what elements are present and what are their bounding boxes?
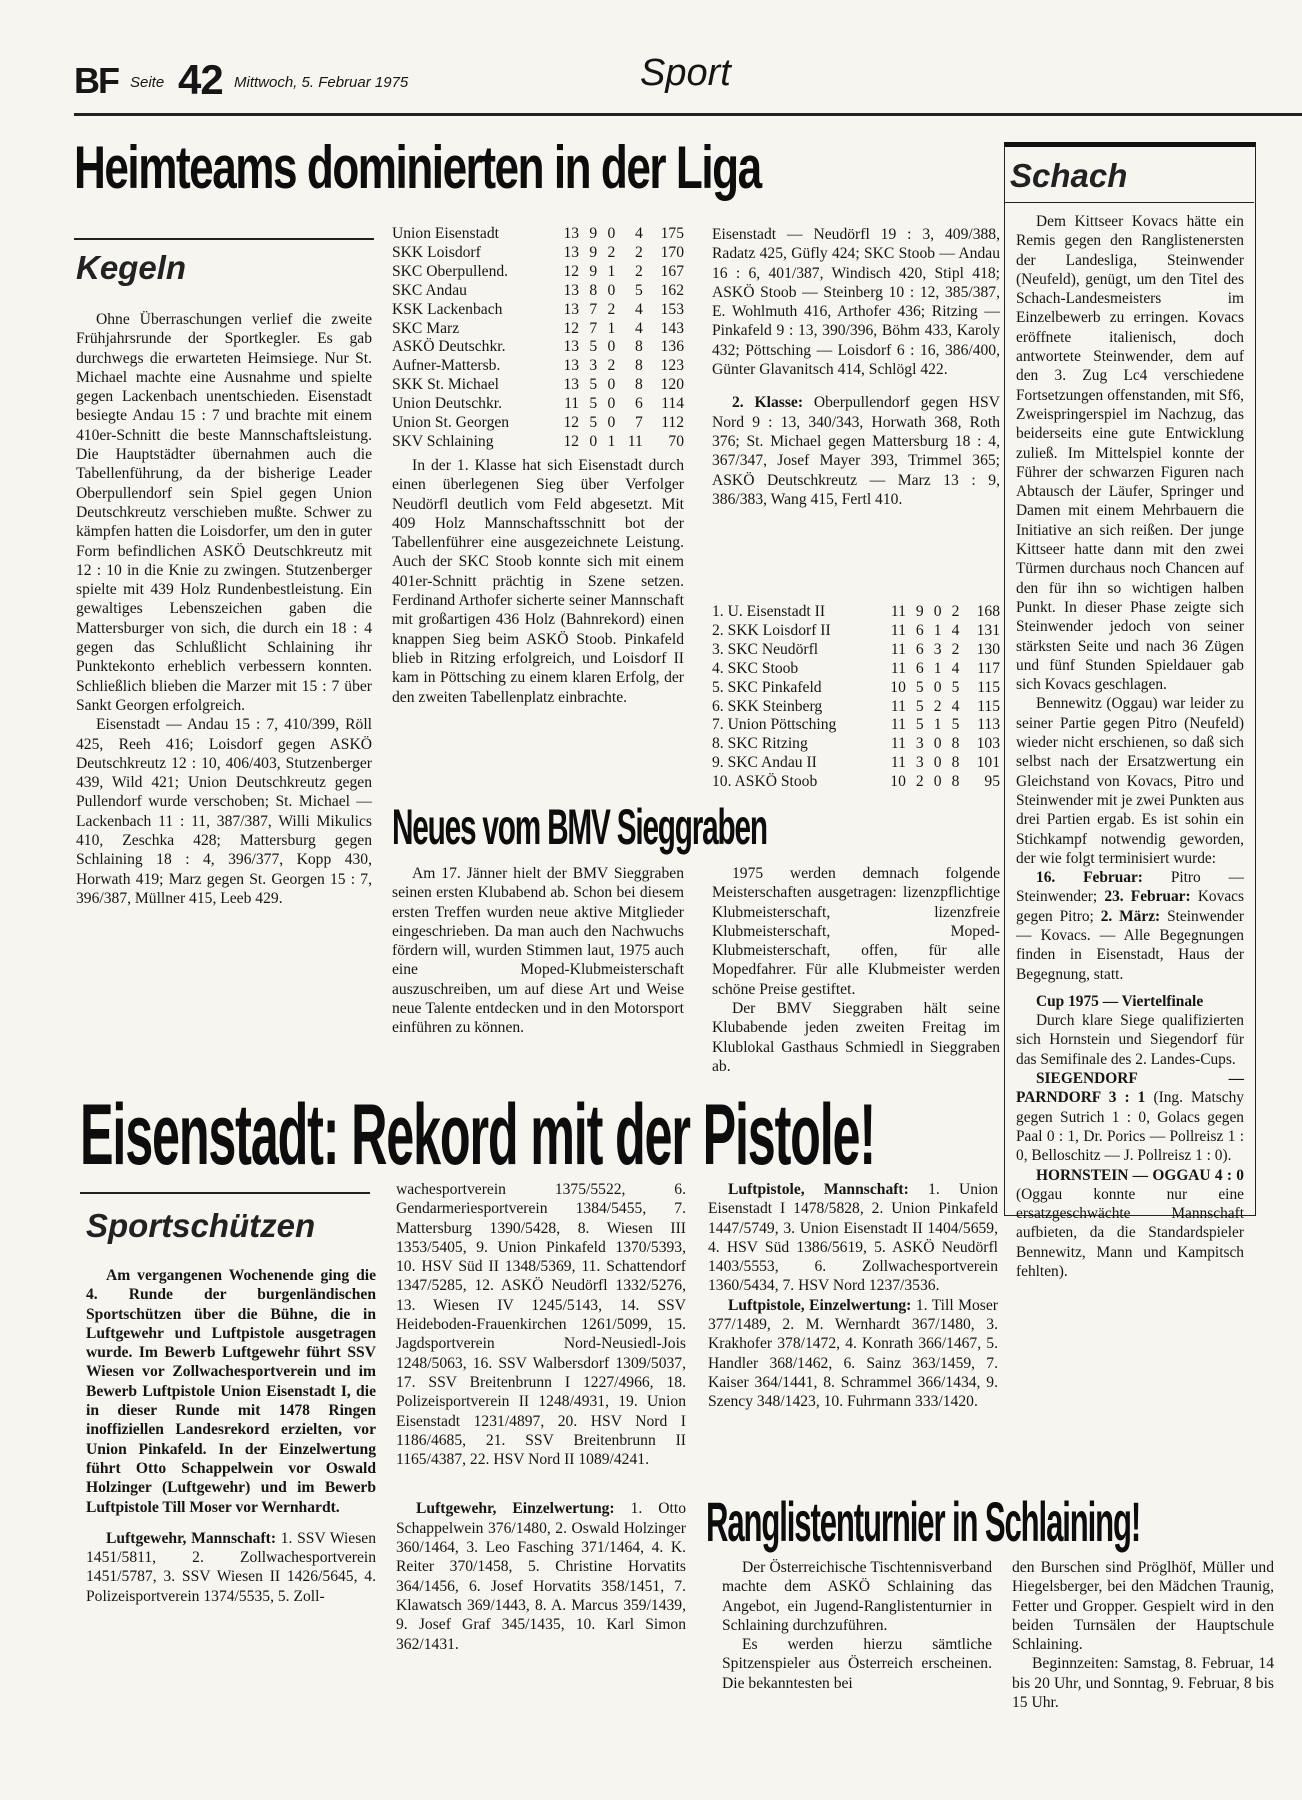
team-name: 4. SKC Stoob (712, 659, 799, 677)
stat: 0 (933, 678, 942, 696)
kegeln-heading: Kegeln (76, 249, 187, 286)
points: 162 (660, 281, 684, 299)
bmv-text-1: Am 17. Jänner hielt der BMV Sieggraben seinen ersten Klubabend ab. Schon bei diesem ersten Treffen wurden neue aktive Mitglieder eingeschrieben. Da man auch den Nachwuchs fördern will, wurden Stimmen laut, 1975 auch eine Moped-Klubmeisterschaft auszuschreiben, um auf diese Art und Weise neue Talente entdecken und in den Motorsport einführen zu können. (392, 865, 684, 1037)
team-name: 10. ASKÖ Stoob (712, 773, 818, 791)
stat: 11 (564, 395, 580, 413)
tt-text-2b: Beginnzeiten: Samstag, 8. Februar, 14 bis 20 Uhr, und Sonntag, 9. Februar, 8 bis 15 Uhr. (1012, 1655, 1274, 1712)
standings-1-row (392, 244, 684, 263)
team-name: SKK St. Michael (392, 376, 499, 394)
stat: 12 (563, 414, 580, 432)
standings-2-row (712, 716, 1000, 735)
stat: 0 (607, 281, 616, 299)
stat: 1 (933, 659, 942, 677)
team-name: KSK Lackenbach (392, 300, 503, 318)
bmv-text-2a: 1975 werden demnach folgende Meisterschaften ausgetragen: lizenzpflichtige Klubmeisterschaft, lizenzfreie Klubmeisterschaft, Moped-Klubmeisterschaft, offen, für alle Mopedfahrer. Für alle Klubmeister werden schöne Preise gestiftet. (712, 865, 1000, 998)
date-text-1: Pitro — Steinwender; (1016, 869, 1244, 906)
stat: 5 (634, 281, 643, 299)
match-2-label: HORNSTEIN — OGGAU 4 : 0 (1036, 1166, 1244, 1184)
standings-1-row (392, 225, 684, 244)
lp-single-label: Luftpistole, Einzelwertung: (728, 1296, 912, 1314)
team-name: 7. Union Pöttsching (712, 716, 837, 734)
match-1-text: (Ing. Matschy gegen Sutrich 1 : 0, Golacs gegen Paal 0 : 1, Dr. Porics — Pollreisz 1 : 0, Belloschitz — J. Pollreisz 1 : 0). (1016, 1089, 1244, 1165)
main-headline: Heimteams dominierten in der Liga (74, 134, 761, 201)
lp-team-paragraph (708, 1180, 998, 1296)
stat: 5 (589, 395, 598, 413)
klasse1-text: In der 1. Klasse hat sich Eisenstadt durch einen überlegenen Sieg über Verfolger Neudörfl deutlich vom Feld abgesetzt. Mit 409 Holz Mannschaftsschnitt bot der Tabellenführer eine ausgezeichnete Leistung. Auch der SKC Stoob konnte sich mit einem 401er-Schnitt prächtig in Szene setzen. Ferdinand Arthofer sicherte seiner Mannschaft mit großartigen 436 Holz (Bahnrekord) einen knappen Sieg beim ASKÖ Stoob. Pinkafeld blieb in Ritzing erfolgreich, und Loisdorf II kam in Pöttsching zu einem klaren Erfolg, der den zweiten Tabellenplatz einbrachte. (392, 457, 684, 706)
stat: 0 (933, 735, 942, 753)
stat: 11 (627, 432, 643, 450)
stat: 3 (915, 754, 924, 772)
klasse2-text: Oberpullendorf gegen HSV Nord 9 : 13, 340/343, Horwath 368, Roth 376; St. Michael gegen Mattersburg 18 : 4, 367/347, Josef Mayer 393, Trimmel 365; ASKÖ Deutschkreutz — Marz 13 : 9, 386/383, Wang 415, Fertl 410. (712, 394, 1000, 508)
kegeln-results: Eisenstadt — Andau 15 : 7, 410/399, Röll 425, Reeh 416; Loisdorf gegen ASKÖ Deutschkreutz 12 : 10, 406/403, Stutzenberger 439, Wild 421; Union Deutschkreutz gegen Pullendorf wurde verschoben; St. Michael — Lackenbach 11 : 11, 387/387, Willi Mikulics 410, Zeschka 428; Mattersburg gegen Schlaining 18 : 4, 396/377, Kopp 430, Horwath 419; Marz gegen St. Georgen 15 : 7, 396/387, Müllner 415, Leeb 429. (76, 716, 372, 907)
points: 70 (668, 432, 684, 450)
team-name: 9. SKC Andau II (712, 754, 817, 772)
stat: 4 (951, 621, 960, 639)
schach-text (1016, 212, 1244, 1281)
team-name: 2. SKK Loisdorf II (712, 621, 831, 639)
stat: 0 (607, 395, 616, 413)
stat: 11 (890, 754, 906, 772)
lg-single-paragraph (396, 1499, 686, 1653)
stat: 5 (589, 338, 598, 356)
team-name: SKC Marz (392, 319, 460, 337)
lg-team-text-b: wachesportverein 1375/5522, 6. Gendarmeriesportverein 1384/5455, 7. Mattersburg 1390/5428, 8. Wiesen III 1353/5405, 9. Union Pinkafeld 1370/5393, 10. HSV Süd II 1348/5369, 11. Schattendorf 1347/5285, 12. ASKÖ Neudörfl 1332/5276, 13. Wiesen IV 1245/5143, 14. SSV Heideboden-Frauenkirchen 1261/5099, 15. Jagdsportverein Nord-Neusiedl-Jois 1248/5063, 16. SSV Walbersdorf 1309/5037, 17. SSV Breitenbrunn I 1227/4966, 18. Polizeisportverein II 1248/4931, 19. Union Eisenstadt 1231/4897, 20. HSV Nord I 1186/4685, 21. SSV Breitenbrunn II 1165/4387, 22. HSV Nord II 1089/4241. (396, 1181, 686, 1469)
stat: 5 (915, 697, 924, 715)
stat: 2 (634, 243, 643, 261)
stat: 2 (915, 773, 924, 791)
stat: 8 (634, 338, 643, 356)
stat: 11 (890, 621, 906, 639)
klasse2-label: 2. Klasse: (732, 394, 804, 412)
bmv-headline: Neues vom BMV Sieggraben (392, 799, 767, 855)
tischtennis-column-1 (722, 1558, 992, 1693)
standings-1-row (392, 357, 684, 376)
stat: 13 (563, 338, 580, 356)
standings-2-row (712, 698, 1000, 717)
masthead-rule (74, 113, 1302, 116)
cup-text: Durch klare Siege qualifizierten sich Hornstein und Siegendorf für das Semifinale des 2. Landes-Cups. (1016, 1012, 1244, 1068)
lg-single-text: 1. Otto Schappelwein 376/1480, 2. Oswald Holzinger 360/1464, 3. Leo Fasching 371/1464, 4. K. Reiter 370/1458, 5. Christine Horvatits 364/1456, 6. Josef Horvatits 358/1451, 7. Klawatsch 369/1443, 8. A. Marcus 359/1439, 9. Josef Graf 345/1435, 10. Karl Simon 362/1431. (396, 1500, 686, 1653)
points: 115 (977, 697, 1000, 715)
stat: 3 (589, 357, 598, 375)
standings-1-row (392, 414, 684, 433)
stat: 11 (890, 603, 906, 620)
logo: BF (74, 60, 118, 101)
stat: 8 (951, 754, 960, 772)
stat: 5 (589, 414, 598, 432)
team-name: 5. SKC Pinkafeld (712, 678, 822, 696)
stat: 11 (890, 735, 906, 753)
standings-2-row (712, 679, 1000, 698)
stat: 3 (915, 735, 924, 753)
lg-single-label: Luftgewehr, Einzelwertung: (416, 1500, 615, 1518)
team-name: SKC Andau (392, 281, 467, 299)
stat: 1 (607, 262, 616, 280)
standings-1-row (392, 338, 684, 357)
stat: 1 (933, 716, 942, 734)
points: 103 (976, 735, 1000, 753)
stat: 6 (915, 659, 924, 677)
standings-1-row (392, 301, 684, 320)
standings-2-row (712, 773, 1000, 792)
team-name: 8. SKC Ritzing (712, 735, 808, 753)
stat: 2 (607, 243, 616, 261)
lp-team-label: Luftpistole, Mannschaft: (728, 1181, 909, 1198)
standings-2-row (712, 754, 1000, 773)
team-name: Union St. Georgen (392, 414, 510, 432)
stat: 1 (933, 621, 942, 639)
lg-team-label: Luftgewehr, Mannschaft: (106, 1529, 277, 1547)
stat: 5 (951, 716, 960, 734)
points: 115 (977, 678, 1000, 696)
standings-table-2 (712, 603, 1000, 792)
issue-date: Mittwoch, 5. Februar 1975 (234, 74, 409, 91)
date-text-3: Steinwender — Kovacs. — Alle Begegnungen finden in Eisenstadt, Haus der Begegnung, statt. (1016, 907, 1244, 983)
stat: 12 (563, 319, 580, 337)
team-name: Union Eisenstadt (392, 225, 499, 242)
team-name: SKC Oberpullend. (392, 262, 509, 280)
stat: 8 (951, 735, 960, 753)
cup-heading: Cup 1975 — Viertelfinale (1036, 992, 1204, 1010)
lg-team-text-a: 1. SSV Wiesen 1451/5811, 2. Zollwachesportverein 1451/5787, 3. SSV Wiesen II 1426/5645, 4. Polizeisportverein 1374/5535, 5. Zoll- (86, 1529, 377, 1605)
lp-single-paragraph (708, 1296, 998, 1412)
stat: 9 (589, 225, 598, 242)
stat: 13 (563, 300, 580, 318)
standings-1-row (392, 433, 684, 452)
stat: 9 (589, 262, 598, 280)
points: 95 (984, 773, 1000, 791)
masthead (74, 50, 1302, 110)
kegeln-rule (74, 238, 374, 240)
points: 123 (660, 357, 684, 375)
team-name: SKV Schlaining (392, 432, 494, 450)
page-number: 42 (178, 56, 223, 103)
standings-2-row (712, 735, 1000, 754)
stat: 8 (634, 357, 643, 375)
standings-1-row (392, 263, 684, 282)
stat: 7 (634, 414, 643, 432)
stat: 8 (951, 773, 960, 791)
stat: 9 (915, 603, 924, 620)
points: 114 (661, 395, 684, 413)
pistole-headline: Eisenstadt: Rekord mit der Pistole! (80, 1087, 875, 1183)
stat: 10 (890, 678, 906, 696)
stat: 11 (890, 640, 906, 658)
stat: 4 (634, 300, 643, 318)
stat: 13 (563, 243, 580, 261)
tischtennis-column-2 (1012, 1558, 1274, 1712)
stat: 4 (634, 225, 643, 242)
match-2-text: (Oggau konnte nur eine ersatzgeschwächte Mannschaft aufbieten, da die Standardspieler Bennewitz, Mann und Kampitsch fehlten). (1016, 1185, 1244, 1281)
stat: 2 (951, 640, 960, 658)
kegeln-column-2 (392, 456, 684, 707)
date-text-2: Kovacs gegen Pitro; (1016, 888, 1244, 925)
schach-heading-rule (1004, 202, 1254, 203)
standings-2-row (712, 660, 1000, 679)
schach-dates (1016, 868, 1244, 984)
stat: 13 (563, 281, 580, 299)
standings-1-row (392, 282, 684, 301)
schach-heading: Schach (1010, 157, 1128, 194)
schach-p1: Dem Kittseer Kovacs hätte ein Remis gegen den Ranglistenersten der Landesliga, Steinwender (Neufeld), genügt, um den Titel des Schach-Landesmeisters im Einzelbewerb zu erringen. Kovacs eröffnete italienisch, doch antwortete Steinwender, dem auf den 3. Zug Lc4 verschiedene Fortsetzungen offenstanden, mit Sf6, Zweispringerspiel im Nachzug, das beiderseits eine gute Entwicklung zuließ. Im Mittelspiel konnte der Führer der schwarzen Figuren nach Abtausch der Läufer, Springer und Damen mit einem Mehrbauern die Initiative an sich reißen. Der junge Kittseer hatte dann mit den zwei Türmen durchaus noch Chancen auf den für ihn so wichtigen halben Punkt. In dieser Phase zeigte sich Steinwender jedoch von seiner stärksten Seite und nach 36 Zügen und fünf Stunden Spieldauer gab sich Kovacs geschlagen. (1016, 213, 1244, 694)
points: 101 (976, 754, 1000, 772)
stat: 5 (589, 376, 598, 394)
tt-text-1b: Es werden hierzu sämtliche Spitzenspieler aus Österreich erscheinen. Die bekanntesten bei (722, 1636, 992, 1692)
stat: 4 (634, 319, 643, 337)
stat: 9 (589, 243, 598, 261)
stat: 6 (915, 621, 924, 639)
points: 120 (660, 376, 684, 394)
stat: 13 (563, 357, 580, 375)
date-label-2: 23. Februar: (1104, 888, 1191, 906)
stat: 7 (589, 319, 598, 337)
schach-p2: Bennewitz (Oggau) war leider zu seiner Partie gegen Pitro (Neufeld) wieder nicht erschienen, so daß sich selbst nach der Ersatzwertung ein Gleichstand von Kovacs, Pitro und Steinwender mit je zwei Punkten aus drei Partien ergab. Es ist sohin ein Stichkampf notwendig geworden, der wie folgt terminisiert wurde: (1016, 695, 1244, 867)
stat: 0 (933, 754, 942, 772)
tt-text-2a: den Burschen sind Pröglhöf, Müller und Hiegelsberger, bei den Mädchen Traunig, Fetter und Gropper. Gespielt wird in den beiden Turnsälen der Hauptschule Schlaining. (1012, 1559, 1274, 1654)
lp-single-text: 1. Till Moser 377/1489, 2. M. Wernhardt 367/1480, 3. Krakhofer 378/1472, 4. Konrath 366/1467, 5. Handler 368/1462, 6. Sainz 363/1459, 7. Kaiser 364/1441, 8. Schrammel 366/1434, 9. Szency 348/1423, 10. Fuhrmann 333/1420. (708, 1296, 998, 1411)
stat: 11 (890, 716, 906, 734)
stat: 0 (607, 414, 616, 432)
kegeln-intro: Ohne Überraschungen verlief die zweite Frühjahrsrunde der Sportkegler. Es gab durchwegs die erwarteten Heimsiege. Nur St. Michael machte eine Ausnahme und spielte gegen Lackenbach unentschieden. Eisenstadt besiegte Andau 15 : 7 und brachte mit einem 410er-Schnitt die beste Mannschaftsleistung. Die Hauptstädter übernahmen auch die Tabellenführung, da der bisherige Leader Oberpullendorf sein Spiel gegen Union Deutschkreutz verschieben mußte. Schwer zu kämpfen hatten die Loisdorfer, um den in guter Form befindlichen ASKÖ Deutschkreutz mit 12 : 10 in die Knie zu zwingen. Stutzenberger spielte mit 439 Holz Rundenbestleistung. Ein gewaltiges Lebenszeichen gaben die Mattersburger von sich, die durch ein 18 : 4 gegen das Schlußlicht Schlaining ihr Punktekonto erheblich verbessern konnten. Schließlich blieben die Marzer mit 15 : 7 über Sankt Georgen erfolgreich. (76, 311, 372, 714)
pistole-column-1 (86, 1266, 376, 1606)
klasse2-paragraph (712, 393, 1000, 509)
points: 113 (977, 716, 1000, 734)
standings-2-row (712, 603, 1000, 622)
standings-2-row (712, 641, 1000, 660)
stat: 12 (563, 432, 580, 450)
points: 167 (660, 262, 684, 280)
section-title: Sport (640, 52, 731, 94)
lp-team-text: 1. Union Eisenstadt I 1478/5828, 2. Union Pinkafeld 1447/5749, 3. Union Eisenstadt II 1404/5659, 4. HSV Süd 1386/5619, 5. ASKÖ Neudörfl 1403/5553, 6. Zollwachesportverein 1360/5434, 7. HSV Nord 1237/3536. (708, 1181, 998, 1295)
stat: 5 (915, 678, 924, 696)
standings-1-row (392, 320, 684, 339)
stat: 0 (607, 338, 616, 356)
stat: 0 (933, 773, 942, 791)
stat: 13 (563, 225, 580, 242)
stat: 4 (951, 697, 960, 715)
pistole-column-2 (396, 1180, 686, 1654)
kegeln-column-1 (76, 310, 372, 908)
stat: 13 (563, 376, 580, 394)
stat: 8 (634, 376, 643, 394)
stat: 5 (915, 716, 924, 734)
standings-1-row (392, 395, 684, 414)
stat: 11 (890, 697, 906, 715)
points: 136 (660, 338, 684, 356)
points: 130 (976, 640, 1000, 658)
team-name: 3. SKC Neudörfl (712, 640, 819, 658)
sportschuetzen-heading: Sportschützen (86, 1207, 316, 1244)
match-1-label: SIEGENDORF — PARNDORF 3 : 1 (1016, 1070, 1244, 1107)
lg-team-paragraph (86, 1529, 376, 1606)
team-name: SKK Loisdorf (392, 243, 481, 261)
stat: 12 (563, 262, 580, 280)
date-label-3: 2. März: (1100, 907, 1161, 925)
bmv-column-1 (392, 864, 684, 1038)
team-name: ASKÖ Deutschkr. (392, 338, 506, 356)
kegeln-column-3 (712, 225, 1000, 509)
points: 131 (976, 621, 1000, 639)
standings-2-row (712, 622, 1000, 641)
match-2 (1016, 1166, 1244, 1282)
stat: 6 (915, 640, 924, 658)
bmv-text-2b: Der BMV Sieggraben hält seine Klubabende jeden zweiten Freitag im Klublokal Gasthaus Schmiedl in Sieggraben ab. (712, 1000, 1000, 1075)
stat: 6 (634, 395, 643, 413)
points: 153 (660, 300, 684, 318)
stat: 2 (951, 603, 960, 620)
points: 170 (660, 243, 684, 261)
page-label: Seite (130, 74, 165, 91)
stat: 10 (890, 773, 906, 791)
stat: 7 (589, 300, 598, 318)
standings-1-row (392, 376, 684, 395)
team-name: Aufner-Mattersb. (392, 357, 501, 375)
stat: 1 (607, 432, 616, 450)
points: 112 (661, 414, 684, 432)
match-1 (1016, 1069, 1244, 1165)
stat: 2 (933, 697, 942, 715)
stat: 0 (933, 603, 942, 620)
team-name: 6. SKK Steinberg (712, 697, 823, 715)
tischtennis-headline: Ranglistenturnier in Schlaining! (706, 1490, 1141, 1553)
team-name: Union Deutschkr. (392, 395, 503, 413)
standings-table-1 (392, 225, 684, 452)
tt-text-1a: Der Österreichische Tischtennisverband machte dem ASKÖ Schlaining das Angebot, ein Jugend-Ranglistenturnier in Schlaining durchzuführen. (722, 1559, 992, 1634)
stat: 11 (890, 659, 906, 677)
stat: 2 (607, 300, 616, 318)
team-name: 1. U. Eisenstadt II (712, 603, 826, 620)
points: 117 (977, 659, 1000, 677)
stat: 3 (933, 640, 942, 658)
stat: 2 (607, 357, 616, 375)
stat: 1 (607, 319, 616, 337)
stat: 0 (607, 376, 616, 394)
pistole-lead: Am vergangenen Wochenende ging die 4. Runde der burgenländischen Sportschützen über die Bühne, die in Luftgewehr und Luftpistole ausgetragen wurde. Im Bewerb Luftgewehr führt SSV Wiesen vor Zollwachesportverein und im Bewerb Luftpistole Union Eisenstadt I, die in dieser Runde mit 1478 Ringen inoffiziellen Landesrekord erzielten, vor Union Pinkafeld. In der Einzelwertung führt Otto Schappelwein vor Oswald Holzinger (Luftgewehr) und im Bewerb Luftpistole Till Moser vor Wernhardt. (86, 1267, 376, 1516)
stat: 5 (951, 678, 960, 696)
stat: 4 (951, 659, 960, 677)
results-2: Eisenstadt — Neudörfl 19 : 3, 409/388, Radatz 425, Güfly 424; SKC Stoob — Andau 16 : 6, 401/387, Windisch 420, Stipl 418; ASKÖ Stoob — Steinberg 10 : 12, 385/387, E. Wohlmuth 416, Arthofer 436; Ritzing — Pinkafeld 9 : 13, 390/396, Böhm 433, Karoly 432; Pöttsching — Loisdorf 6 : 16, 386/400, Günter Glavanitsch 414, Schlögl 422. (712, 226, 1000, 379)
date-label-1: 16. Februar: (1036, 869, 1143, 887)
stat: 8 (589, 281, 598, 299)
points: 175 (660, 225, 684, 242)
points: 143 (660, 319, 684, 337)
bmv-column-2 (712, 864, 1000, 1076)
stat: 0 (589, 432, 598, 450)
stat: 2 (634, 262, 643, 280)
stat: 0 (607, 225, 616, 242)
points: 168 (976, 603, 1000, 620)
sportschuetzen-rule (80, 1192, 370, 1194)
pistole-column-3 (708, 1180, 998, 1412)
